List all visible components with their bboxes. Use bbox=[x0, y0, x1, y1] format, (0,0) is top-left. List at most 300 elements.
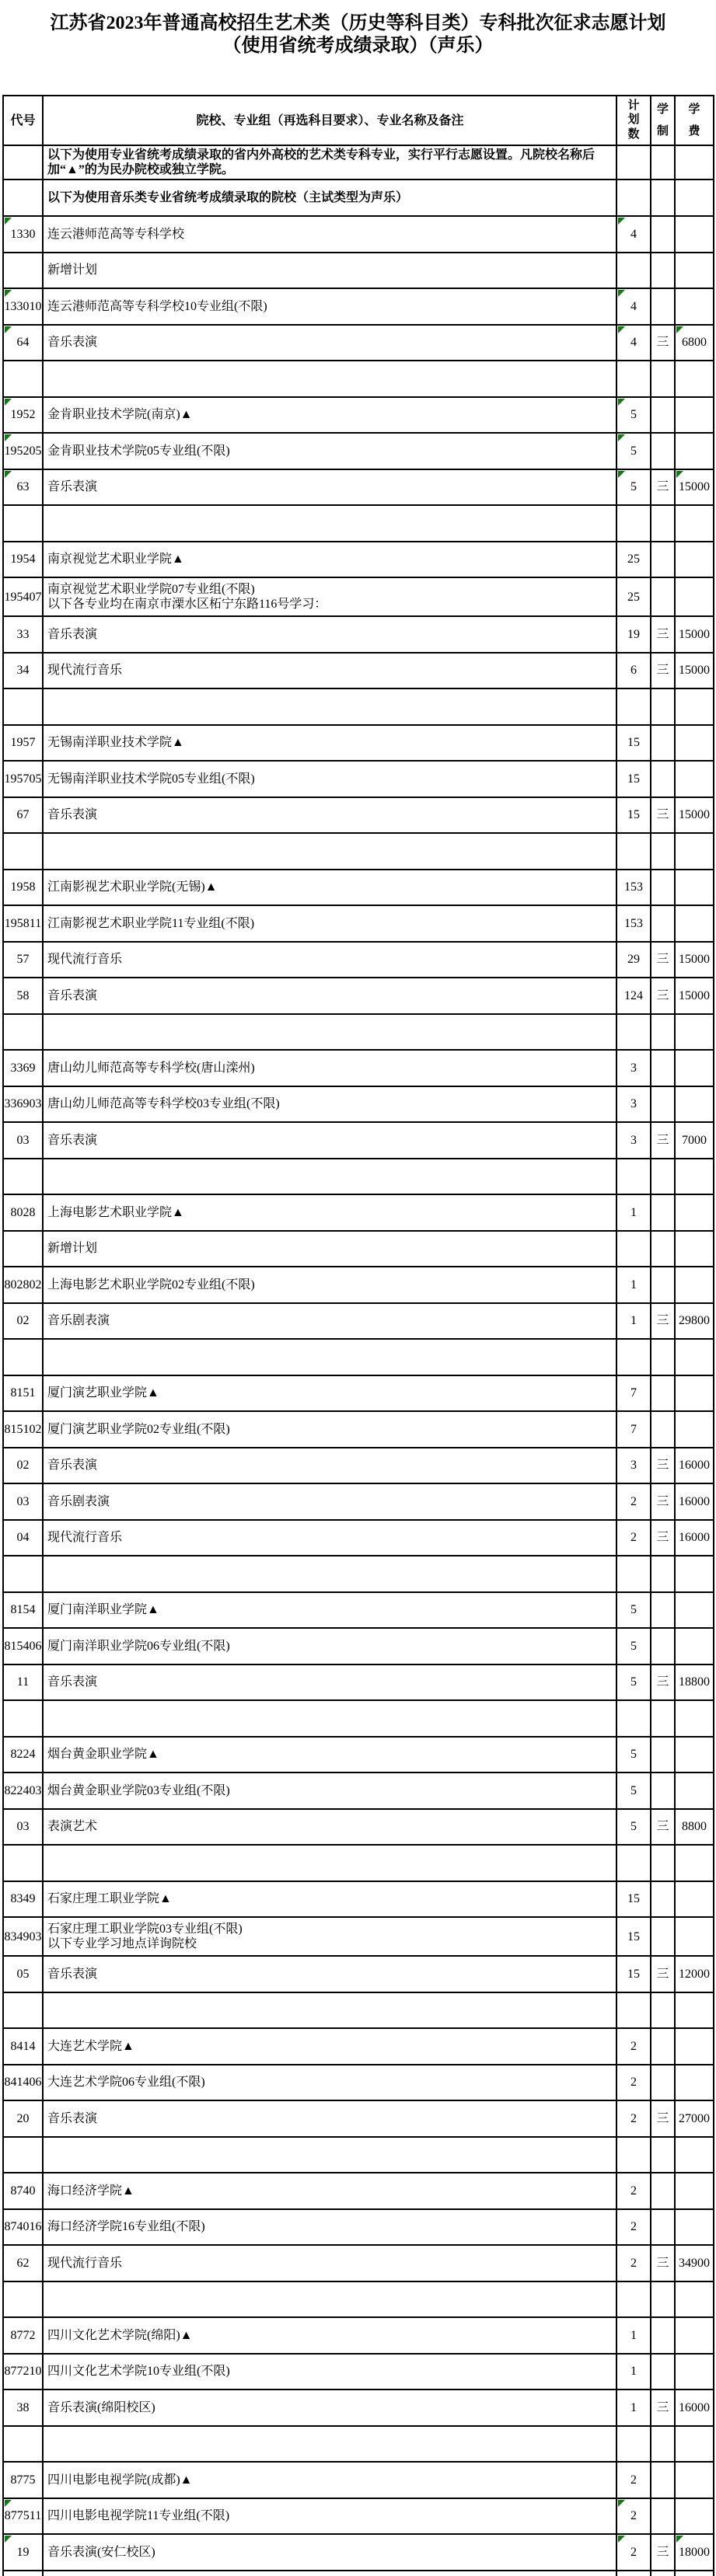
empty-row bbox=[4, 1159, 713, 1196]
fee-cell-text: 27000 bbox=[679, 2111, 710, 2125]
duration-cell bbox=[651, 1448, 676, 1483]
name-cell bbox=[44, 2282, 617, 2317]
fee-cell bbox=[676, 470, 713, 505]
code-cell bbox=[4, 1521, 44, 1556]
duration-cell-text: 三 bbox=[656, 808, 669, 822]
fee-cell bbox=[676, 1087, 713, 1122]
plan-count-cell bbox=[617, 1701, 651, 1736]
fee-cell bbox=[676, 943, 713, 978]
fee-cell-text: 16000 bbox=[679, 2400, 710, 2414]
code-cell bbox=[4, 1593, 44, 1628]
name-cell bbox=[44, 434, 617, 469]
fee-cell bbox=[676, 1846, 713, 1881]
duration-cell bbox=[651, 1629, 676, 1664]
fee-cell-text: 16000 bbox=[679, 1459, 710, 1473]
header-duration: 学 制 bbox=[651, 96, 676, 145]
duration-cell bbox=[651, 654, 676, 688]
plan-count-cell-text: 15 bbox=[627, 1892, 640, 1906]
name-line-1: 厦门南洋职业学院▲ bbox=[47, 1603, 159, 1617]
note-text: 以下为使用专业省统考成绩录取的省内外高校的艺术类专科专业，实行平行志愿设置。凡院校名称后加“▲”的为民办院校或独立学院。 bbox=[44, 146, 617, 179]
name-line-1: 音乐表演 bbox=[47, 480, 98, 494]
name-cell bbox=[44, 798, 617, 833]
cell-flag-triangle bbox=[618, 326, 625, 333]
plan-count-cell bbox=[617, 1521, 651, 1556]
name-cell bbox=[44, 1087, 617, 1122]
plan-count-cell bbox=[617, 2282, 651, 2317]
code-cell-text: 34 bbox=[16, 664, 30, 678]
code-cell-text: 834903 bbox=[4, 1929, 42, 1943]
duration-cell bbox=[651, 1195, 676, 1230]
table-row bbox=[4, 217, 713, 253]
fee-cell bbox=[676, 2499, 713, 2534]
table-row bbox=[4, 2065, 713, 2102]
empty-row bbox=[4, 1556, 713, 1593]
plan-count-cell-text: 5 bbox=[630, 444, 637, 458]
table-row bbox=[4, 1810, 713, 1846]
code-cell bbox=[4, 1232, 44, 1267]
table-row bbox=[4, 2318, 713, 2355]
fee-cell bbox=[676, 542, 713, 577]
name-line-1: 音乐表演 bbox=[47, 1459, 98, 1473]
code-cell bbox=[4, 506, 44, 541]
name-cell bbox=[44, 1556, 617, 1591]
fee-cell bbox=[676, 1556, 713, 1591]
cell-flag-triangle bbox=[5, 326, 12, 333]
code-cell-text: 8028 bbox=[10, 1205, 36, 1219]
plan-cell bbox=[617, 146, 651, 179]
code-cell bbox=[4, 217, 44, 252]
table-row bbox=[4, 1593, 713, 1630]
duration-cell bbox=[651, 2210, 676, 2245]
name-cell bbox=[44, 943, 617, 978]
name-line-1: 南京视觉艺术职业学院▲ bbox=[47, 552, 184, 566]
code-cell bbox=[4, 2282, 44, 2317]
fee-cell-text: 29800 bbox=[679, 1314, 710, 1328]
duration-cell bbox=[651, 2138, 676, 2173]
plan-count-cell bbox=[617, 2101, 651, 2136]
name-line-1: 厦门演艺职业学院02专业组(不限) bbox=[47, 1422, 230, 1436]
name-line-1: 金肯职业技术学院(南京)▲ bbox=[47, 408, 193, 422]
header-name: 院校、专业组（再选科目要求）、专业名称及备注 bbox=[44, 96, 617, 145]
fee-cell-text: 34900 bbox=[679, 2256, 710, 2270]
plan-count-cell bbox=[617, 326, 651, 361]
code-cell bbox=[4, 798, 44, 833]
table-row bbox=[4, 1195, 713, 1232]
name-line-1: 音乐表演 bbox=[47, 1133, 98, 1147]
duration-cell bbox=[651, 762, 676, 797]
fee-cell bbox=[676, 2318, 713, 2353]
fee-cell bbox=[676, 798, 713, 833]
name-line-1: 现代流行音乐 bbox=[47, 953, 123, 967]
plan-count-cell bbox=[617, 2138, 651, 2173]
table-row bbox=[4, 253, 713, 290]
name-line-1: 南京视觉艺术职业学院07专业组(不限) bbox=[47, 583, 255, 596]
code-cell bbox=[4, 2246, 44, 2281]
fee-cell bbox=[676, 1773, 713, 1808]
empty-row bbox=[4, 2427, 713, 2463]
plan-count-cell bbox=[617, 1882, 651, 1917]
table-row bbox=[4, 1123, 713, 1159]
code-cell bbox=[4, 434, 44, 469]
fee-cell bbox=[676, 978, 713, 1013]
plan-count-cell bbox=[617, 217, 651, 252]
fee-cell bbox=[676, 180, 713, 215]
code-cell bbox=[4, 1556, 44, 1591]
name-line-1: 音乐表演 bbox=[47, 627, 98, 641]
duration-cell bbox=[651, 1593, 676, 1628]
cell-flag-triangle bbox=[5, 290, 12, 297]
code-cell bbox=[4, 617, 44, 652]
name-cell bbox=[44, 361, 617, 396]
name-cell bbox=[44, 689, 617, 724]
name-cell bbox=[44, 2065, 617, 2100]
fee-cell bbox=[676, 361, 713, 396]
code-cell-text: 8151 bbox=[10, 1386, 36, 1400]
plan-count-cell-text: 2 bbox=[630, 1494, 637, 1508]
name-cell bbox=[44, 1665, 617, 1700]
name-cell bbox=[44, 1448, 617, 1483]
code-cell bbox=[4, 146, 44, 179]
table-row bbox=[4, 398, 713, 434]
table-row bbox=[4, 289, 713, 326]
table-row bbox=[4, 654, 713, 690]
table-row bbox=[4, 2210, 713, 2247]
code-cell-text: 67 bbox=[16, 808, 30, 822]
plan-count-cell-text: 5 bbox=[630, 1820, 637, 1834]
plan-count-cell bbox=[617, 2065, 651, 2100]
fee-cell bbox=[676, 253, 713, 288]
duration-cell bbox=[651, 180, 676, 215]
name-cell bbox=[44, 1304, 617, 1339]
duration-cell bbox=[651, 906, 676, 941]
code-cell bbox=[4, 1738, 44, 1773]
table-row bbox=[4, 1087, 713, 1124]
plan-count-cell bbox=[617, 1232, 651, 1267]
code-cell bbox=[4, 2390, 44, 2425]
empty-row bbox=[4, 834, 713, 870]
fee-cell bbox=[676, 2173, 713, 2208]
plan-count-cell bbox=[617, 1593, 651, 1628]
code-cell bbox=[4, 1810, 44, 1845]
name-line-1: 音乐表演 bbox=[47, 1675, 98, 1689]
name-line-1: 四川电影电视学院11专业组(不限) bbox=[47, 2509, 230, 2523]
code-cell bbox=[4, 1701, 44, 1736]
duration-cell-text: 三 bbox=[656, 2545, 669, 2559]
name-line-2: 以下专业学习地点详询院校 bbox=[47, 1937, 197, 1950]
plan-count-cell-text: 2 bbox=[630, 2220, 637, 2234]
code-cell-text: 874016 bbox=[4, 2220, 42, 2234]
duration-cell bbox=[651, 1882, 676, 1917]
plan-count-cell bbox=[617, 906, 651, 941]
code-cell-text: 195407 bbox=[4, 590, 42, 604]
header-plan-count: 计 划 数 bbox=[617, 96, 651, 145]
cell-flag-triangle bbox=[676, 471, 683, 478]
code-cell-text: 38 bbox=[16, 2400, 30, 2414]
code-cell bbox=[4, 978, 44, 1013]
fee-cell bbox=[676, 217, 713, 252]
name-cell bbox=[44, 978, 617, 1013]
fee-cell bbox=[676, 2138, 713, 2173]
fee-cell-text: 15000 bbox=[679, 627, 710, 641]
plan-count-cell-text: 15 bbox=[627, 808, 640, 822]
cell-flag-triangle bbox=[5, 2500, 12, 2507]
code-cell-text: 8349 bbox=[10, 1892, 36, 1906]
duration-cell-text: 三 bbox=[656, 664, 669, 678]
plan-count-cell-text: 2 bbox=[630, 1531, 637, 1545]
duration-cell bbox=[651, 146, 676, 179]
header-fee: 学 费 bbox=[688, 103, 700, 138]
plan-count-cell-text: 2 bbox=[630, 2111, 637, 2125]
note-row-2 bbox=[4, 180, 713, 217]
code-cell bbox=[4, 1376, 44, 1411]
fee-cell bbox=[676, 2101, 713, 2136]
code-cell bbox=[4, 398, 44, 433]
fee-cell bbox=[676, 1195, 713, 1230]
name-line-1: 现代流行音乐 bbox=[47, 1531, 123, 1545]
name-cell bbox=[44, 1593, 617, 1628]
empty-row bbox=[4, 1701, 713, 1738]
name-line-1: 音乐表演(绵阳校区) bbox=[47, 2400, 155, 2414]
code-cell bbox=[4, 1015, 44, 1050]
plan-count-cell-text: 1 bbox=[630, 2400, 637, 2414]
code-cell bbox=[4, 1918, 44, 1955]
code-cell-text: 8740 bbox=[10, 2184, 36, 2198]
fee-cell bbox=[676, 906, 713, 941]
cell-flag-triangle bbox=[618, 2500, 625, 2507]
name-cell bbox=[44, 1701, 617, 1736]
fee-cell bbox=[676, 1701, 713, 1736]
code-cell bbox=[4, 943, 44, 978]
code-cell-text: 64 bbox=[16, 336, 30, 350]
fee-cell bbox=[676, 2029, 713, 2064]
duration-cell bbox=[651, 1810, 676, 1845]
name-cell bbox=[44, 398, 617, 433]
header-code: 代号 bbox=[4, 96, 44, 145]
code-cell-text: 815406 bbox=[4, 1639, 42, 1653]
plan-count-cell bbox=[617, 654, 651, 688]
name-line-2: 以下各专业均在南京市溧水区柘宁东路116号学习： bbox=[47, 598, 327, 611]
name-line-1: 大连艺术学院▲ bbox=[47, 2039, 134, 2053]
fee-cell bbox=[676, 398, 713, 433]
duration-cell bbox=[651, 1123, 676, 1158]
plan-count-cell bbox=[617, 617, 651, 652]
fee-cell bbox=[676, 1593, 713, 1628]
table-row bbox=[4, 1448, 713, 1485]
duration-cell bbox=[651, 1521, 676, 1556]
duration-cell-text: 三 bbox=[656, 1459, 669, 1473]
name-line-1: 无锡南洋职业技术学院05专业组(不限) bbox=[47, 772, 255, 786]
plan-count-cell bbox=[617, 1448, 651, 1483]
table-row bbox=[4, 943, 713, 979]
plan-count-cell bbox=[617, 1087, 651, 1122]
plan-count-cell-text: 4 bbox=[630, 299, 637, 313]
fee-cell bbox=[676, 2390, 713, 2425]
plan-count-cell-text: 2 bbox=[630, 2509, 637, 2523]
fee-cell bbox=[676, 434, 713, 469]
plan-count-cell-text: 1 bbox=[630, 2365, 637, 2379]
code-cell bbox=[4, 689, 44, 724]
plan-count-cell-text: 3 bbox=[630, 1459, 637, 1473]
code-cell bbox=[4, 1340, 44, 1375]
table-row bbox=[4, 2246, 713, 2282]
name-cell bbox=[44, 2390, 617, 2425]
empty-row bbox=[4, 361, 713, 398]
duration-cell bbox=[651, 834, 676, 869]
duration-cell bbox=[651, 1304, 676, 1339]
plan-count-cell bbox=[617, 434, 651, 469]
name-line-1: 新增计划 bbox=[47, 263, 98, 277]
fee-cell-text: 15000 bbox=[679, 988, 710, 1002]
plan-count-cell-text: 2 bbox=[630, 2076, 637, 2090]
duration-cell bbox=[651, 689, 676, 724]
name-cell bbox=[44, 762, 617, 797]
name-cell bbox=[44, 1159, 617, 1194]
duration-cell-text: 三 bbox=[656, 2400, 669, 2414]
name-cell bbox=[44, 2355, 617, 2390]
table-row bbox=[4, 578, 713, 617]
note-text: 以下为使用音乐类专业省统考成绩录取的院校（主试类型为声乐） bbox=[44, 180, 617, 215]
name-line-1: 音乐剧表演 bbox=[47, 1494, 110, 1508]
duration-cell bbox=[651, 870, 676, 905]
code-cell-text: 05 bbox=[16, 1967, 30, 1981]
fee-cell bbox=[676, 834, 713, 869]
fee-cell-text: 16000 bbox=[679, 1531, 710, 1545]
plan-count-cell bbox=[617, 1957, 651, 1992]
cell-flag-triangle bbox=[618, 290, 625, 297]
code-cell bbox=[4, 2535, 44, 2570]
name-cell bbox=[44, 470, 617, 505]
duration-cell bbox=[651, 1665, 676, 1700]
name-cell bbox=[44, 654, 617, 688]
name-line-1: 音乐表演(安仁校区) bbox=[47, 2545, 155, 2559]
duration-cell-text: 三 bbox=[656, 480, 669, 494]
plan-count-cell bbox=[617, 1412, 651, 1447]
note-row-1 bbox=[4, 146, 713, 180]
code-cell bbox=[4, 1484, 44, 1519]
code-cell bbox=[4, 2210, 44, 2245]
code-cell-text: 877511 bbox=[4, 2509, 42, 2523]
fee-cell bbox=[676, 689, 713, 724]
table-row bbox=[4, 1484, 713, 1521]
fee-cell bbox=[676, 2210, 713, 2245]
code-cell bbox=[4, 654, 44, 688]
duration-cell bbox=[651, 506, 676, 541]
name-line-1: 大连艺术学院06专业组(不限) bbox=[47, 2076, 205, 2090]
duration-cell bbox=[651, 1051, 676, 1086]
plan-count-cell bbox=[617, 1304, 651, 1339]
plan-count-cell bbox=[617, 762, 651, 797]
name-cell bbox=[44, 2210, 617, 2245]
name-line-1: 音乐剧表演 bbox=[47, 1314, 110, 1328]
fee-cell bbox=[676, 1304, 713, 1339]
plan-count-cell-text: 5 bbox=[630, 1603, 637, 1617]
plan-count-cell bbox=[617, 798, 651, 833]
plan-count-cell bbox=[617, 1376, 651, 1411]
name-line-1: 海口经济学院▲ bbox=[47, 2184, 134, 2198]
cell-flag-triangle bbox=[676, 326, 683, 333]
table-row bbox=[4, 906, 713, 943]
plan-count-cell bbox=[617, 943, 651, 978]
duration-cell-text: 三 bbox=[656, 1531, 669, 1545]
empty-row bbox=[4, 2571, 713, 2576]
fee-cell bbox=[676, 1376, 713, 1411]
plan-count-cell-text: 15 bbox=[627, 772, 640, 786]
fee-cell bbox=[676, 1484, 713, 1519]
name-line-1: 海口经济学院16专业组(不限) bbox=[47, 2220, 205, 2234]
empty-row bbox=[4, 506, 713, 542]
code-cell bbox=[4, 2571, 44, 2576]
plan-count-cell bbox=[617, 834, 651, 869]
plan-count-cell bbox=[617, 1340, 651, 1375]
plan-count-cell-text: 3 bbox=[630, 1097, 637, 1111]
name-line-1: 四川文化艺术学院(绵阳)▲ bbox=[47, 2328, 193, 2342]
name-line-1: 石家庄理工职业学院03专业组(不限) bbox=[47, 1922, 243, 1936]
code-cell bbox=[4, 2427, 44, 2462]
code-cell bbox=[4, 1629, 44, 1664]
cell-flag-triangle bbox=[5, 2536, 12, 2543]
name-cell bbox=[44, 2535, 617, 2570]
plan-count-cell-text: 3 bbox=[630, 1133, 637, 1147]
plan-count-cell-text: 15 bbox=[627, 1929, 640, 1943]
table-row bbox=[4, 1267, 713, 1304]
duration-cell bbox=[651, 578, 676, 615]
name-line-1: 无锡南洋职业技术学院▲ bbox=[47, 736, 184, 750]
plan-count-cell-text: 2 bbox=[630, 2184, 637, 2198]
plan-count-cell-text: 6 bbox=[630, 664, 637, 678]
plan-count-cell-text: 2 bbox=[630, 2256, 637, 2270]
code-cell-text: 11 bbox=[16, 1675, 30, 1689]
name-line-1: 唐山幼儿师范高等专科学校(唐山滦州) bbox=[47, 1061, 255, 1075]
code-cell bbox=[4, 2029, 44, 2064]
fee-cell bbox=[676, 2463, 713, 2498]
fee-cell bbox=[676, 2427, 713, 2462]
plan-count-cell bbox=[617, 1556, 651, 1591]
name-cell bbox=[44, 726, 617, 761]
cell-flag-triangle bbox=[5, 434, 12, 441]
name-cell bbox=[44, 2463, 617, 2498]
plan-count-cell bbox=[617, 1015, 651, 1050]
code-cell bbox=[4, 470, 44, 505]
fee-cell bbox=[676, 1665, 713, 1700]
fee-cell bbox=[676, 2571, 713, 2576]
name-cell bbox=[44, 1340, 617, 1375]
code-cell bbox=[4, 1846, 44, 1881]
fee-cell-text: 15000 bbox=[679, 808, 710, 822]
fee-cell bbox=[676, 1159, 713, 1194]
duration-cell bbox=[651, 2427, 676, 2462]
fee-cell bbox=[676, 326, 713, 361]
table-row bbox=[4, 617, 713, 654]
duration-cell bbox=[651, 2173, 676, 2208]
code-cell-text: 8772 bbox=[10, 2328, 36, 2342]
plan-count-cell-text: 15 bbox=[627, 1967, 640, 1981]
fee-cell bbox=[676, 1267, 713, 1302]
duration-cell bbox=[651, 617, 676, 652]
table-row bbox=[4, 1412, 713, 1448]
name-line-1: 上海电影艺术职业学院02专业组(不限) bbox=[47, 1278, 255, 1291]
plan-count-cell-text: 15 bbox=[627, 736, 640, 750]
name-line-1: 连云港师范高等专科学校10专业组(不限) bbox=[47, 299, 267, 313]
code-cell-text: 57 bbox=[16, 953, 30, 967]
duration-cell bbox=[651, 943, 676, 978]
duration-cell bbox=[651, 2282, 676, 2317]
plan-count-cell-text: 2 bbox=[630, 2473, 637, 2487]
cell-flag-triangle bbox=[618, 399, 625, 406]
table-row bbox=[4, 1376, 713, 1413]
plan-count-cell-text: 124 bbox=[624, 988, 643, 1002]
plan-count-cell bbox=[617, 1665, 651, 1700]
duration-cell bbox=[651, 217, 676, 252]
